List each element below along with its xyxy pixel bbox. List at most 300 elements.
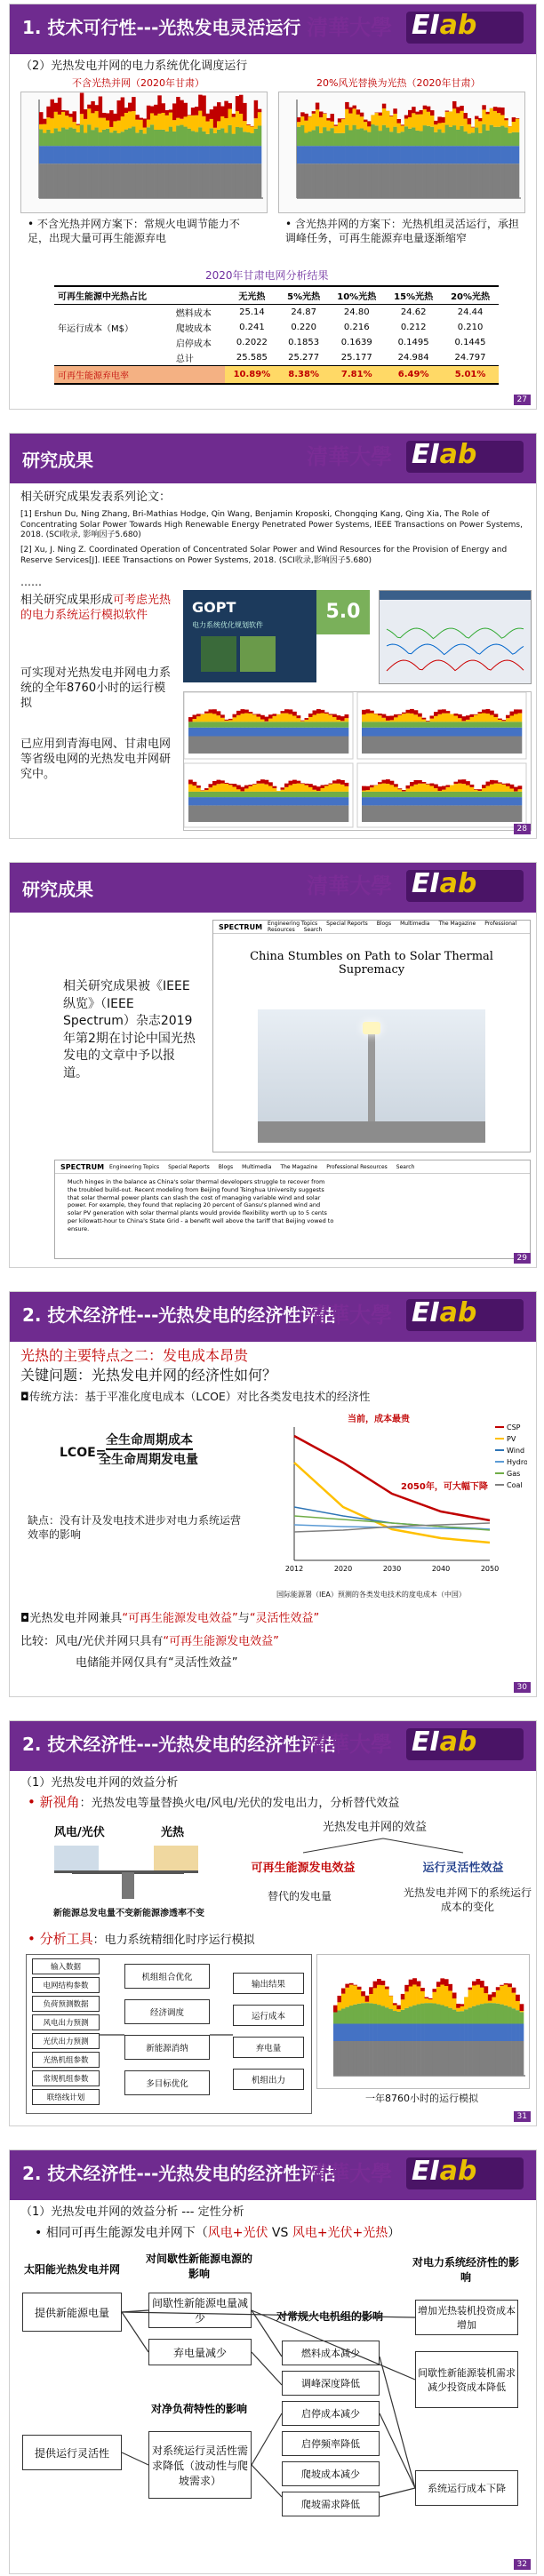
dispatch-bar-segment — [386, 163, 389, 198]
result-bar-segment — [426, 785, 430, 792]
dispatch-bar-segment — [393, 127, 396, 147]
result-bar-segment — [490, 805, 494, 822]
result-bar-segment — [518, 797, 523, 805]
result-bar-segment — [225, 720, 229, 721]
simulation-bar-segment — [393, 2024, 397, 2042]
dispatch-bar-segment — [162, 163, 165, 198]
dispatch-bar-segment — [353, 106, 356, 109]
dispatch-bar-segment — [165, 132, 169, 146]
result-bar-segment — [494, 717, 499, 722]
spectrum-nav-item[interactable]: Professional Resources — [268, 921, 517, 933]
simulation-bar-segment — [341, 2008, 346, 2023]
result-bar-segment — [394, 787, 398, 792]
dispatch-bar-segment — [121, 98, 124, 117]
result-bar-segment — [514, 709, 518, 714]
result-bar-segment — [268, 797, 273, 805]
result-bar-segment — [366, 805, 371, 822]
dispatch-bar-segment — [323, 113, 326, 114]
result-bar-segment — [284, 805, 289, 822]
result-bar-segment — [518, 728, 523, 737]
dispatch-bar-segment — [464, 146, 468, 163]
spectrum-nav-item[interactable]: Multimedia — [400, 921, 430, 927]
result-bar-segment — [196, 728, 201, 737]
spectrum-nav-item[interactable]: Multimedia — [242, 1163, 272, 1170]
thermal-impact-box: 调峰深度降低 — [282, 2371, 380, 2396]
table-cell: 24.44 — [457, 307, 484, 317]
dispatch-bar-segment — [482, 163, 485, 198]
dispatch-bar-segment — [497, 113, 500, 127]
dispatch-bar-segment — [437, 146, 441, 163]
dispatch-bar-segment — [113, 121, 116, 131]
tsinghua-elab-logo: 清華大學 EIab — [307, 439, 529, 478]
simulation-bar-segment — [456, 2024, 460, 2042]
result-bar-segment — [490, 737, 494, 754]
result-bar-segment — [418, 737, 422, 754]
dispatch-bar-segment — [206, 146, 210, 163]
dispatch-bar-segment — [345, 125, 348, 146]
table-body — [54, 305, 499, 385]
result-bar-segment — [466, 797, 470, 805]
dispatch-bar-segment — [232, 134, 236, 147]
simulation-bar-segment — [349, 2024, 354, 2042]
dispatch-bar-segment — [143, 146, 147, 163]
dispatch-bar-segment — [232, 146, 236, 163]
dispatch-bar-segment — [61, 128, 65, 147]
subtitle: （1）光热发电并网的效益分析 — [20, 1776, 179, 1790]
result-bar-segment — [418, 792, 422, 797]
dispatch-bar-segment — [54, 112, 58, 128]
simulation-bar-segment — [396, 2041, 401, 2076]
spectrum-nav-item[interactable]: Special Reports — [168, 1163, 210, 1170]
result-bar-segment — [398, 722, 403, 728]
flow-output-box: 弃电量 — [233, 2037, 304, 2058]
flow-output-box: 运行成本 — [233, 2005, 304, 2026]
result-bar-segment — [466, 720, 470, 722]
result-bar-segment — [236, 722, 241, 728]
simulation-bar-segment — [464, 2024, 468, 2042]
flow-output-box: 输出结果 — [233, 1973, 304, 1994]
simulation-bar-segment — [357, 1990, 362, 2004]
result-bar-segment — [340, 785, 345, 792]
simulation-bar-segment — [496, 2004, 500, 2024]
dispatch-bar-segment — [360, 113, 364, 117]
dispatch-bar-segment — [442, 132, 445, 146]
dispatch-bar-segment — [415, 115, 419, 131]
dispatch-bar-segment — [65, 110, 68, 116]
dispatch-bar-segment — [319, 133, 323, 146]
result-bar-segment — [265, 722, 269, 728]
result-bar-segment — [345, 783, 349, 786]
result-bar-segment — [345, 718, 349, 722]
simulation-bar-segment — [472, 2041, 476, 2076]
dispatch-bar-segment — [162, 103, 165, 113]
result-bar-segment — [386, 805, 390, 822]
result-bar-segment — [300, 783, 305, 784]
result-bar-segment — [362, 728, 366, 737]
spectrum-nav — [268, 921, 530, 933]
simulation-bar-segment — [385, 2007, 389, 2023]
result-bar-segment — [382, 728, 387, 737]
spectrum-nav-item[interactable]: Search — [396, 1163, 415, 1170]
dispatch-bar-segment — [157, 163, 161, 198]
simulation-bar-segment — [396, 2009, 401, 2012]
traditional-method: ◘传统方法：基于平准化度电成本（LCOE）对比各类发电技术的经济性 — [20, 1390, 371, 1403]
spectrum-nav-item[interactable]: The Magazine — [280, 1163, 318, 1170]
dispatch-bar-segment — [427, 163, 430, 198]
result-bar-segment — [454, 792, 459, 797]
result-bar-segment — [225, 792, 229, 797]
result-bar-segment — [390, 781, 395, 786]
result-bar-segment — [366, 797, 371, 805]
simulation-bar-segment — [516, 2041, 520, 2076]
simulation-bar-segment — [377, 2005, 381, 2023]
table-header-cell: 10%光热 — [337, 292, 377, 302]
result-bar-segment — [510, 722, 515, 728]
dispatch-bar-segment — [356, 146, 360, 163]
result-bar-segment — [466, 722, 470, 728]
col1-title: 太阳能光热发电并网 — [22, 2248, 122, 2289]
dispatch-bar-segment — [102, 113, 106, 118]
result-bar-segment — [434, 792, 438, 797]
result-bar-segment — [332, 792, 337, 797]
result-bar-segment — [281, 805, 285, 822]
result-bar-segment — [316, 791, 321, 792]
dispatch-bar-segment — [353, 146, 356, 163]
result-bar-segment — [329, 797, 333, 805]
result-bar-segment — [474, 728, 478, 737]
dispatch-bar-segment — [180, 163, 183, 198]
result-bar-segment — [434, 788, 438, 792]
dispatch-bar-segment — [128, 163, 132, 198]
simulation-bar-segment — [369, 2003, 373, 2023]
simulation-bar-segment — [396, 2006, 401, 2010]
result-bar-segment — [225, 721, 229, 722]
dispatch-bar-segment — [132, 126, 135, 146]
simulation-bar-segment — [440, 2041, 444, 2076]
result-bar-segment — [345, 797, 349, 805]
dispatch-bar-segment — [254, 118, 258, 129]
simulation-bar-segment — [369, 1994, 373, 2003]
table-header-cell: 15%光热 — [394, 292, 434, 302]
result-bar-segment — [340, 797, 345, 805]
dispatch-bar-segment — [117, 133, 121, 146]
dispatch-bar-segment — [331, 114, 334, 122]
result-bar-segment — [470, 717, 475, 722]
result-bar-segment — [241, 805, 245, 822]
result-bar-segment — [374, 737, 379, 754]
result-bar-segment — [193, 792, 197, 797]
result-bar-segment — [486, 786, 491, 791]
result-bar-segment — [374, 797, 379, 805]
simulation-bar-segment — [353, 2041, 357, 2076]
result-bar-segment — [204, 712, 209, 714]
result-bar-segment — [340, 737, 345, 754]
csp-dual-benefit: ◘光热发电并网兼具“可再生能源发电效益”与“灵活性效益” — [20, 1612, 320, 1625]
dispatch-bar-segment — [297, 127, 300, 146]
result-bar-segment — [201, 737, 205, 754]
spectrum-nav-item[interactable]: Professional Resources — [326, 1163, 388, 1170]
result-bar-segment — [273, 786, 277, 788]
dispatch-bar-segment — [169, 146, 172, 163]
dispatch-bar-segment — [87, 163, 91, 198]
software-subtitle: 电力系统优化规划软件 — [192, 621, 263, 629]
spectrum-nav-item[interactable]: Special Reports — [326, 921, 368, 927]
flow-input-box: 负荷预测数据 — [32, 1996, 100, 2012]
result-bar-segment — [462, 797, 467, 805]
simulation-bar-segment — [456, 2008, 460, 2012]
result-bar-segment — [313, 715, 317, 722]
dispatch-bar-segment — [91, 146, 94, 163]
results-table — [54, 285, 499, 385]
result-bar-segment — [244, 805, 249, 822]
dispatch-bar-segment — [468, 133, 471, 146]
result-bar-segment — [450, 792, 454, 797]
dispatch-bar-segment — [360, 116, 364, 128]
dispatch-bar-segment — [345, 163, 348, 198]
x-tick-label: 2040 — [431, 1565, 451, 1573]
result-bar-segment — [305, 797, 309, 805]
operation-cost-decrease: 系统运行成本下降 — [415, 2470, 518, 2506]
bullet-with-csp: • 含光热并网的方案下：光热机组灵活运行，承担调峰任务，可再生能源弃电量逐渐缩窄 — [285, 218, 519, 244]
result-bar-segment — [506, 797, 510, 805]
dispatch-bar-segment — [415, 112, 419, 115]
result-bar-segment — [398, 737, 403, 754]
result-bar-segment — [292, 797, 297, 805]
result-bar-segment — [321, 805, 325, 822]
dispatch-bar-segment — [497, 127, 500, 146]
result-bar-segment — [244, 714, 249, 722]
dispatch-bar-segment — [420, 110, 423, 115]
simulation-bar-segment — [412, 1978, 417, 1984]
dispatch-bar-segment — [415, 163, 419, 198]
dispatch-bar-segment — [95, 111, 99, 127]
result-bar-segment — [478, 728, 483, 737]
dispatch-bar-segment — [135, 120, 139, 133]
thermal-impact-box: 启停频率降低 — [282, 2431, 380, 2456]
simulation-bar-segment — [520, 2041, 524, 2076]
simulation-bar-segment — [357, 1987, 362, 1990]
result-bar-segment — [466, 715, 470, 720]
dispatch-bar-segment — [356, 115, 360, 129]
result-bar-segment — [284, 714, 289, 722]
result-bar-segment — [510, 792, 515, 797]
result-bar-segment — [418, 784, 422, 792]
benefit-title: 光热发电并网的效益 — [323, 1821, 428, 1834]
dispatch-bar-segment — [397, 119, 401, 124]
simulation-bar-segment — [448, 2041, 452, 2076]
result-bar-segment — [225, 805, 229, 822]
dispatch-bar-segment — [150, 113, 154, 124]
result-bar-segment — [414, 792, 419, 797]
result-bar-segment — [300, 737, 305, 754]
dispatch-bar-segment — [117, 146, 121, 163]
simulation-bar-segment — [428, 2003, 433, 2023]
dispatch-bar-segment — [220, 116, 224, 128]
result-bar-segment — [438, 797, 443, 805]
result-bar-segment — [220, 805, 225, 822]
simulation-bar-segment — [409, 1980, 413, 1987]
balance-scale-graphic — [45, 1819, 205, 1908]
flowchart-arrows — [27, 1955, 311, 2113]
result-bar-segment — [510, 805, 515, 822]
result-bar-segment — [308, 784, 313, 787]
result-bar-segment — [422, 720, 427, 722]
result-bar-segment — [305, 784, 309, 786]
dispatch-bar-segment — [43, 133, 46, 147]
result-bar-segment — [265, 737, 269, 754]
table-header-cell: 5%光热 — [287, 292, 321, 302]
dispatch-bar-segment — [316, 126, 319, 146]
result-bar-segment — [212, 781, 217, 786]
result-bar-segment — [340, 716, 345, 721]
dispatch-bar-segment — [360, 163, 364, 198]
result-bar-segment — [316, 722, 321, 728]
dispatch-bar-segment — [124, 108, 128, 113]
result-bar-segment — [257, 805, 261, 822]
result-bar-segment — [370, 728, 374, 737]
software-graphic-icon — [201, 636, 236, 672]
result-bar-segment — [478, 714, 483, 722]
result-bar-segment — [394, 792, 398, 797]
result-bar-segment — [366, 790, 371, 792]
result-bar-segment — [382, 722, 387, 728]
result-bar-segment — [502, 792, 507, 797]
dispatch-bar-segment — [184, 116, 188, 126]
result-bar-segment — [260, 792, 265, 797]
result-bar-segment — [300, 721, 305, 722]
result-bar-segment — [478, 737, 483, 754]
result-bar-segment — [446, 722, 451, 728]
result-bar-segment — [490, 715, 494, 722]
result-bar-segment — [418, 797, 422, 805]
result-bar-segment — [486, 709, 491, 714]
dispatch-bar-segment — [80, 114, 84, 124]
spectrum-nav-item[interactable]: Engineering Topics — [268, 921, 318, 927]
wind-pv-comparison: 比较：风电/光伏并网只具有“可再生能源发电效益” — [20, 1635, 279, 1648]
result-bar-segment — [398, 788, 403, 789]
spectrum-nav-item[interactable]: Blogs — [218, 1163, 234, 1170]
simulation-bar-segment — [432, 2041, 436, 2076]
result-bar-segment — [362, 722, 366, 728]
result-bar-segment — [518, 737, 523, 754]
result-bar-segment — [196, 786, 201, 788]
dispatch-bar-segment — [180, 125, 183, 147]
dispatch-bar-segment — [512, 117, 516, 122]
result-bar-segment — [233, 797, 237, 805]
result-bar-segment — [241, 728, 245, 737]
result-bar-segment — [502, 737, 507, 754]
dispatch-bar-segment — [213, 146, 217, 163]
result-bar-segment — [196, 788, 201, 792]
dispatch-bar-segment — [475, 119, 478, 127]
dispatch-chart-with-csp — [278, 92, 525, 213]
simulation-bar-segment — [444, 2041, 449, 2076]
dispatch-bar-segment — [401, 125, 404, 132]
spectrum-nav-item[interactable]: Search — [303, 927, 323, 933]
result-bar-segment — [249, 786, 253, 792]
dispatch-bar-segment — [434, 121, 437, 124]
result-bar-segment — [398, 797, 403, 805]
dispatch-bar-segment — [228, 163, 232, 198]
result-bar-segment — [406, 728, 411, 737]
dispatch-bar-segment — [51, 133, 54, 146]
dispatch-bar-segment — [375, 125, 379, 146]
result-bar-segment — [474, 790, 478, 792]
dispatch-bar-segment — [364, 120, 367, 123]
result-bar-segment — [378, 715, 382, 722]
dispatch-bar-segment — [345, 102, 348, 109]
result-bar-segment — [442, 790, 446, 792]
dispatch-bar-segment — [76, 124, 80, 125]
result-bar-segment — [252, 737, 257, 754]
col4-title: 对电力系统经济性的影响 — [408, 2248, 524, 2291]
result-bar-segment — [438, 737, 443, 754]
spectrum-nav-item[interactable]: Blogs — [376, 921, 392, 927]
simulation-bar-segment — [464, 2041, 468, 2076]
simulation-bar-segment — [377, 2024, 381, 2042]
simulation-bar-segment — [516, 1995, 520, 2001]
row-label-cell: 爬坡成本 — [175, 324, 212, 334]
dispatch-bar-segment — [54, 146, 58, 163]
result-bar-segment — [514, 797, 518, 805]
spectrum-nav-item[interactable]: Engineering Topics — [109, 1163, 160, 1170]
result-bar-segment — [260, 805, 265, 822]
simulation-bar-segment — [472, 2006, 476, 2024]
simulation-bar-segment — [428, 1998, 433, 1999]
comparison-line: • 相同可再生能源发电并网下（风电+光伏 VS 风电+光伏+光热） — [35, 2226, 401, 2240]
simulation-bar-segment — [337, 2002, 341, 2010]
result-bar-segment — [297, 797, 301, 805]
result-bar-segment — [430, 792, 435, 797]
result-bar-segment — [506, 784, 510, 786]
result-bar-segment — [300, 722, 305, 728]
result-bar-segment — [470, 728, 475, 737]
dispatch-bar-segment — [449, 112, 452, 127]
result-bar-segment — [466, 786, 470, 792]
result-bar-segment — [337, 715, 341, 720]
result-bar-segment — [386, 737, 390, 754]
result-bar-segment — [514, 792, 518, 797]
simulation-bar-segment — [425, 2003, 429, 2023]
dispatch-bar-segment — [356, 109, 360, 114]
result-bar-segment — [289, 797, 293, 805]
dispatch-bar-segment — [326, 163, 330, 198]
result-bar-segment — [474, 722, 478, 728]
result-bar-segment — [308, 714, 313, 717]
key-question: 关键问题：光热发电并网的经济性如何？ — [20, 1367, 277, 1384]
result-bar-segment — [260, 728, 265, 737]
simulation-bar-segment — [476, 1985, 481, 2006]
spectrum-nav-item[interactable]: The Magazine — [438, 921, 476, 927]
result-bar-segment — [292, 728, 297, 737]
result-bar-segment — [466, 728, 470, 737]
result-bar-segment — [406, 722, 411, 728]
result-bar-segment — [478, 797, 483, 805]
result-bar-segment — [324, 713, 329, 714]
result-bar-segment — [220, 797, 225, 805]
dispatch-bar-segment — [232, 163, 236, 198]
simulation-bar-segment — [480, 2024, 484, 2042]
simulation-bar-segment — [504, 2041, 508, 2076]
result-bar-segment — [201, 797, 205, 805]
result-bar-segment — [422, 805, 427, 822]
result-bar-segment — [329, 805, 333, 822]
dispatch-bar-segment — [157, 95, 161, 113]
simulation-bar-segment — [448, 2008, 452, 2024]
dispatch-bar-segment — [121, 132, 124, 146]
simulation-bar-segment — [361, 2041, 365, 2076]
result-bar-segment — [442, 797, 446, 805]
